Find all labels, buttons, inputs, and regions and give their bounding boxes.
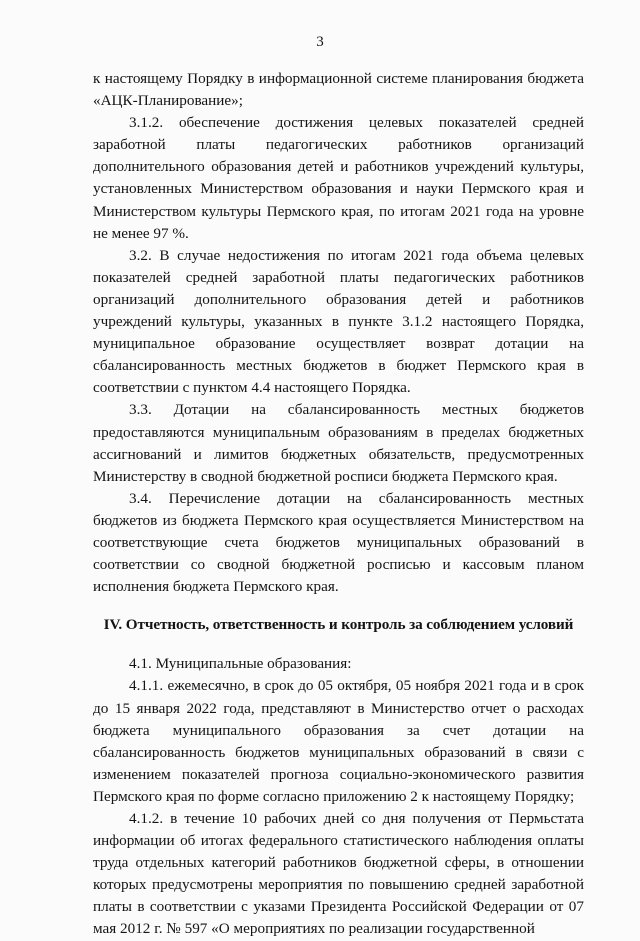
paragraph-4-1-2: 4.1.2. в течение 10 рабочих дней со дня получения от Пермьстата информации об итогах федерального статистического наблюдения оплаты труда отдельных категорий работников бюджетной сферы, в отношении которых предусмотрены мероприятия по повышению средней заработной платы в соответствии с указами Президента Российской Федерации от 07 мая 2012 г. № 597 «О мероприятиях по реализации государственной <box>93 810 584 938</box>
paragraph-3-4: 3.4. Перечисление дотации на сбалансированность местных бюджетов из бюджета Пермского края осуществляется Министерством на соответствующие счета бюджетов муниципальных образований в соответствии со сводной бюджетной росписью и кассовым планом исполнения бюджета Пермского края. <box>93 489 584 596</box>
page-number: 3 <box>316 34 324 50</box>
paragraph-4-1-1: 4.1.1. ежемесячно, в срок до 05 октября, 05 ноября 2021 года и в срок до 15 января 2022 года, представляют в Министерство отчет о расходах бюджета муниципального образования за счет дотации на сбалансированность бюджетов муниципальных образований в связи с изменением показателей прогноза социально-экономического развития Пермского края по форме согласно приложению 2 к настоящему Порядку; <box>93 677 584 805</box>
paragraph-continuation: к настоящему Порядку в информационной системе планирования бюджета «АЦК-Планирование»; <box>93 70 584 110</box>
paragraph-3-2: 3.2. В случае недостижения по итогам 2021 года объема целевых показателей средней заработной платы педагогических работников организаций дополнительного образования детей и работников учреждений культуры, указанных в пункте 3.1.2 настоящего Порядка, муниципальное образование осуществляет возврат дотации на сбалансированность местных бюджетов в бюджет Пермского края в соответствии с пунктом 4.4 настоящего Порядка. <box>93 246 584 397</box>
paragraph-3-1-2: 3.1.2. обеспечение достижения целевых показателей средней заработной платы педагогических работников организаций дополнительного образования детей и работников учреждений культуры, установленных Министерством образования и науки Пермского края и Министерством культуры Пермского края, по итогам 2021 года на уровне не менее 97 %. <box>93 114 584 242</box>
paragraph-3-3: 3.3. Дотации на сбалансированность местных бюджетов предоставляются муниципальным образованиям в пределах бюджетных ассигнований и лимитов бюджетных обязательств, предусмотренных Министерству в сводной бюджетной росписи бюджета Пермского края. <box>93 401 584 485</box>
document-body <box>93 68 584 941</box>
paragraph-4-1: 4.1. Муниципальные образования: <box>129 655 352 673</box>
section-heading: IV. Отчетность, ответственность и контроль за соблюдением условий <box>103 616 574 634</box>
